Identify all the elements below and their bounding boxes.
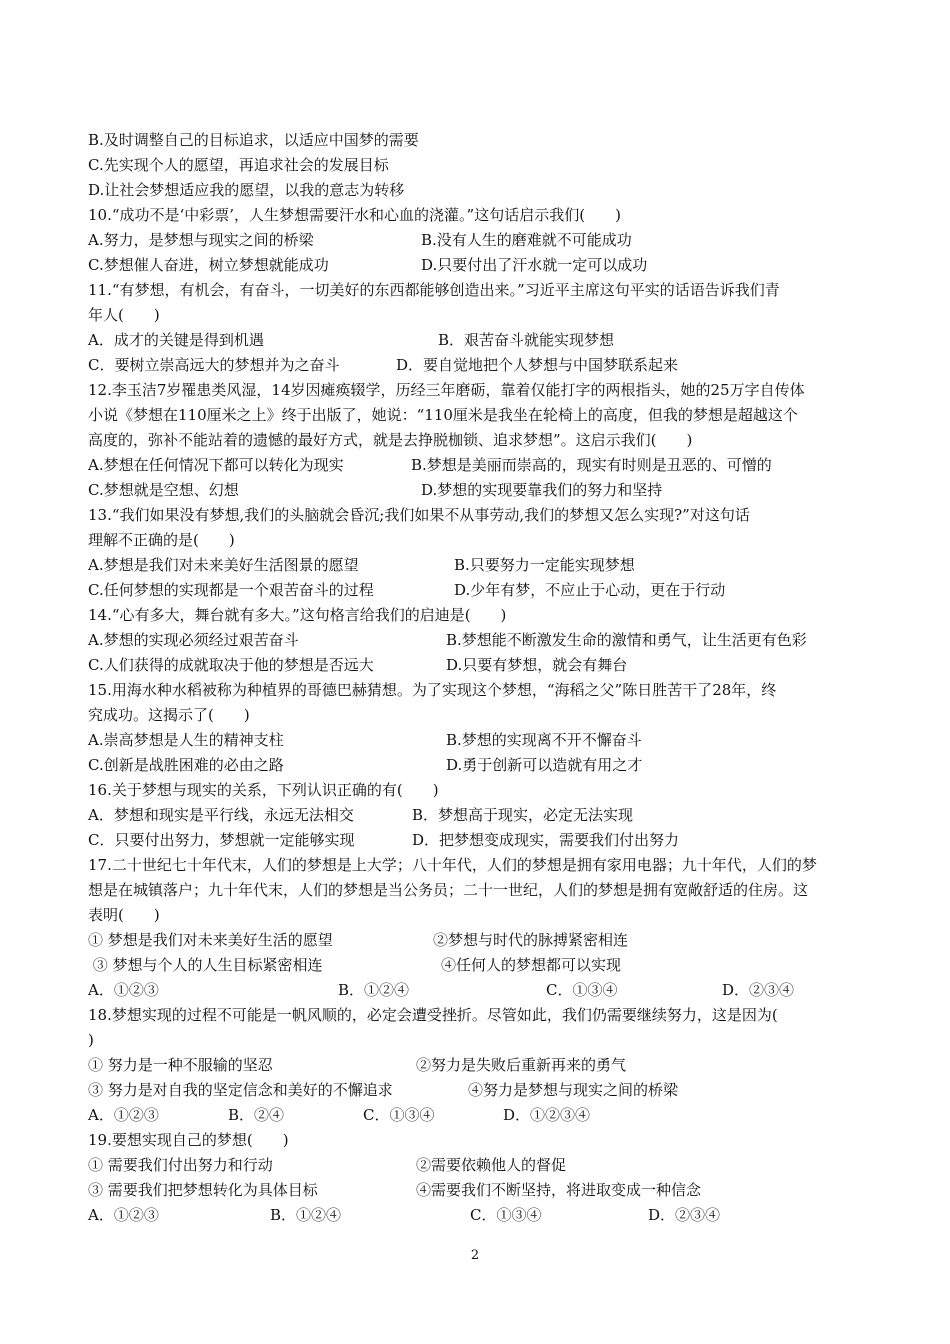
text-line xyxy=(88,578,868,603)
answer-option: C．①③④ xyxy=(470,1206,542,1224)
text-line xyxy=(88,153,868,178)
answer-option: B．①②④ xyxy=(270,1206,342,1224)
text-line xyxy=(88,453,868,478)
line-text: 想是在城镇落户；九十年代末，人们的梦想是当公务员；二十一世纪，人们的梦想是拥有宽敞舒适的住房。这 xyxy=(88,881,809,899)
text-line xyxy=(88,203,868,228)
answer-option: D．①②③④ xyxy=(503,1106,591,1124)
answer-option: A．①②③ xyxy=(88,1106,159,1124)
line-text: 13.“我们如果没有梦想,我们的头脑就会昏沉;我们如果不从事劳动,我们的梦想又怎么实现?”对这句话 xyxy=(88,506,750,524)
text-line xyxy=(88,703,868,728)
answer-option: C.任何梦想的实现都是一个艰苦奋斗的过程 xyxy=(88,581,374,599)
answer-option: ③ 需要我们把梦想转化为具体目标 xyxy=(88,1181,318,1199)
answer-option: B.梦想是美丽而崇高的，现实有时则是丑恶的、可憎的 xyxy=(411,456,772,474)
line-text: 10.“成功不是‘中彩票’，人生梦想需要汗水和心血的浇灌。”这句话启示我们( ) xyxy=(88,206,621,224)
answer-option: D．把梦想变成现实，需要我们付出努力 xyxy=(412,831,680,849)
answer-option: B．①②④ xyxy=(338,981,410,999)
text-line xyxy=(88,178,868,203)
answer-option: ① 努力是一种不服输的坚忍 xyxy=(88,1056,273,1074)
text-line xyxy=(88,228,868,253)
answer-option: B.没有人生的磨难就不可能成功 xyxy=(421,231,632,249)
answer-option: A．①②③ xyxy=(88,981,159,999)
answer-option: A．梦想和现实是平行线，永远无法相交 xyxy=(88,806,354,824)
text-line xyxy=(88,303,868,328)
text-line xyxy=(88,678,868,703)
line-text: D.让社会梦想适应我的愿望，以我的意志为转移 xyxy=(88,181,405,199)
text-line xyxy=(88,528,868,553)
answer-option: ②梦想与时代的脉搏紧密相连 xyxy=(433,931,629,949)
answer-option: ① 需要我们付出努力和行动 xyxy=(88,1156,273,1174)
line-text: 高度的，弥补不能站着的遗憾的最好方式，就是去挣脱枷锁、追求梦想”。这启示我们( ) xyxy=(88,431,693,449)
text-line xyxy=(88,1128,868,1153)
text-line xyxy=(88,253,868,278)
text-line xyxy=(88,778,868,803)
line-text: 理解不正确的是( ) xyxy=(88,531,235,549)
answer-option: B．②④ xyxy=(228,1106,285,1124)
line-text: 15.用海水种水稻被称为种植界的哥德巴赫猜想。为了实现这个梦想，“海稻之父”陈日胜苦干了28年，终 xyxy=(88,681,777,699)
text-line xyxy=(88,328,868,353)
answer-option: B.梦想能不断激发生命的激情和勇气，让生活更有色彩 xyxy=(446,631,807,649)
answer-option: A.梦想是我们对未来美好生活图景的愿望 xyxy=(88,556,359,574)
line-text: 16.关于梦想与现实的关系，下列认识正确的有( ) xyxy=(88,781,439,799)
page-number: 2 xyxy=(470,1248,480,1263)
answer-option: B．艰苦奋斗就能实现梦想 xyxy=(438,331,615,349)
line-text: 究成功。这揭示了( ) xyxy=(88,706,250,724)
answer-option: B．梦想高于现实，必定无法实现 xyxy=(412,806,634,824)
line-text: 小说《梦想在110厘米之上》终于出版了，她说：“110厘米是我坐在轮椅上的高度，但我的梦想是超越这个 xyxy=(88,406,798,424)
line-text: 11.“有梦想，有机会，有奋斗，一切美好的东西都能够创造出来。”习近平主席这句平实的话语告诉我们青 xyxy=(88,281,780,299)
text-line xyxy=(88,1028,868,1053)
text-line xyxy=(88,878,868,903)
answer-option: B.只要努力一定能实现梦想 xyxy=(454,556,635,574)
line-text: 14.“心有多大，舞台就有多大。”这句格言给我们的启迪是( ) xyxy=(88,606,507,624)
answer-option: A.梦想在任何情况下都可以转化为现实 xyxy=(88,456,344,474)
text-line xyxy=(88,828,868,853)
answer-option: A.崇高梦想是人生的精神支柱 xyxy=(88,731,284,749)
text-line xyxy=(88,278,868,303)
text-line xyxy=(88,1078,868,1103)
line-text: 17.二十世纪七十年代末，人们的梦想是上大学；八十年代，人们的梦想是拥有家用电器；九十年代，人们的梦 xyxy=(88,856,817,874)
answer-option: ③ 努力是对自我的坚定信念和美好的不懈追求 xyxy=(88,1081,393,1099)
answer-option: ②需要依赖他人的督促 xyxy=(416,1156,567,1174)
answer-option: C.梦想就是空想、幻想 xyxy=(88,481,239,499)
line-text: 年人( ) xyxy=(88,306,160,324)
answer-option: A．①②③ xyxy=(88,1206,159,1224)
answer-option: D.梦想的实现要靠我们的努力和坚持 xyxy=(421,481,663,499)
text-line xyxy=(88,903,868,928)
answer-option: D.勇于创新可以造就有用之才 xyxy=(446,756,643,774)
answer-option: A．成才的关键是得到机遇 xyxy=(88,331,264,349)
text-line xyxy=(88,953,868,978)
line-text: B.及时调整自己的目标追求，以适应中国梦的需要 xyxy=(88,131,419,149)
answer-option: C.梦想催人奋进，树立梦想就能成功 xyxy=(88,256,329,274)
answer-option: D.只要有梦想，就会有舞台 xyxy=(446,656,628,674)
answer-option: ④努力是梦想与现实之间的桥梁 xyxy=(468,1081,679,1099)
text-line xyxy=(88,403,868,428)
line-text: ) xyxy=(88,1031,94,1049)
answer-option: D．②③④ xyxy=(722,981,795,999)
answer-option: A.努力，是梦想与现实之间的桥梁 xyxy=(88,231,314,249)
text-line xyxy=(88,128,868,153)
answer-option: B.梦想的实现离不开不懈奋斗 xyxy=(446,731,642,749)
answer-option: ④任何人的梦想都可以实现 xyxy=(441,956,622,974)
answer-option: C.创新是战胜困难的必由之路 xyxy=(88,756,284,774)
answer-option: C．要树立崇高远大的梦想并为之奋斗 xyxy=(88,356,340,374)
text-line xyxy=(88,503,868,528)
text-line xyxy=(88,1203,868,1228)
text-line xyxy=(88,353,868,378)
text-line xyxy=(88,653,868,678)
answer-option: ②努力是失败后重新再来的勇气 xyxy=(416,1056,627,1074)
answer-option: C.人们获得的成就取决于他的梦想是否远大 xyxy=(88,656,374,674)
text-line xyxy=(88,853,868,878)
text-line xyxy=(88,928,868,953)
answer-option: C．①③④ xyxy=(546,981,618,999)
text-line xyxy=(88,428,868,453)
text-line xyxy=(88,628,868,653)
text-line xyxy=(88,803,868,828)
answer-option: A.梦想的实现必须经过艰苦奋斗 xyxy=(88,631,299,649)
answer-option: ④需要我们不断坚持，将进取变成一种信念 xyxy=(416,1181,702,1199)
answer-option: D．要自觉地把个人梦想与中国梦联系起来 xyxy=(396,356,679,374)
text-line xyxy=(88,1003,868,1028)
text-line xyxy=(88,728,868,753)
text-line xyxy=(88,753,868,778)
answer-option: ① 梦想是我们对未来美好生活的愿望 xyxy=(88,931,333,949)
text-line xyxy=(88,978,868,1003)
text-line xyxy=(88,378,868,403)
answer-option: C．只要付出努力，梦想就一定能够实现 xyxy=(88,831,355,849)
text-line xyxy=(88,1153,868,1178)
answer-option: ③ 梦想与个人的人生目标紧密相连 xyxy=(88,956,323,974)
answer-option: D.少年有梦，不应止于心动，更在于行动 xyxy=(454,581,726,599)
line-text: 12.李玉洁7岁罹患类风湿，14岁因瘫痪辍学，历经三年磨砺，靠着仅能打字的两根指头，她的25万字自传体 xyxy=(88,381,805,399)
line-text: 表明( ) xyxy=(88,906,160,924)
text-line xyxy=(88,1053,868,1078)
text-line xyxy=(88,1178,868,1203)
answer-option: D．②③④ xyxy=(648,1206,721,1224)
text-line xyxy=(88,478,868,503)
text-line xyxy=(88,553,868,578)
line-text: C.先实现个人的愿望，再追求社会的发展目标 xyxy=(88,156,389,174)
text-line xyxy=(88,603,868,628)
line-text: 18.梦想实现的过程不可能是一帆风顺的，必定会遭受挫折。尽管如此，我们仍需要继续努力，这是因为( xyxy=(88,1006,778,1024)
answer-option: D.只要付出了汗水就一定可以成功 xyxy=(421,256,648,274)
line-text: 19.要想实现自己的梦想( ) xyxy=(88,1131,289,1149)
answer-option: C．①③④ xyxy=(363,1106,435,1124)
text-line xyxy=(88,1103,868,1128)
